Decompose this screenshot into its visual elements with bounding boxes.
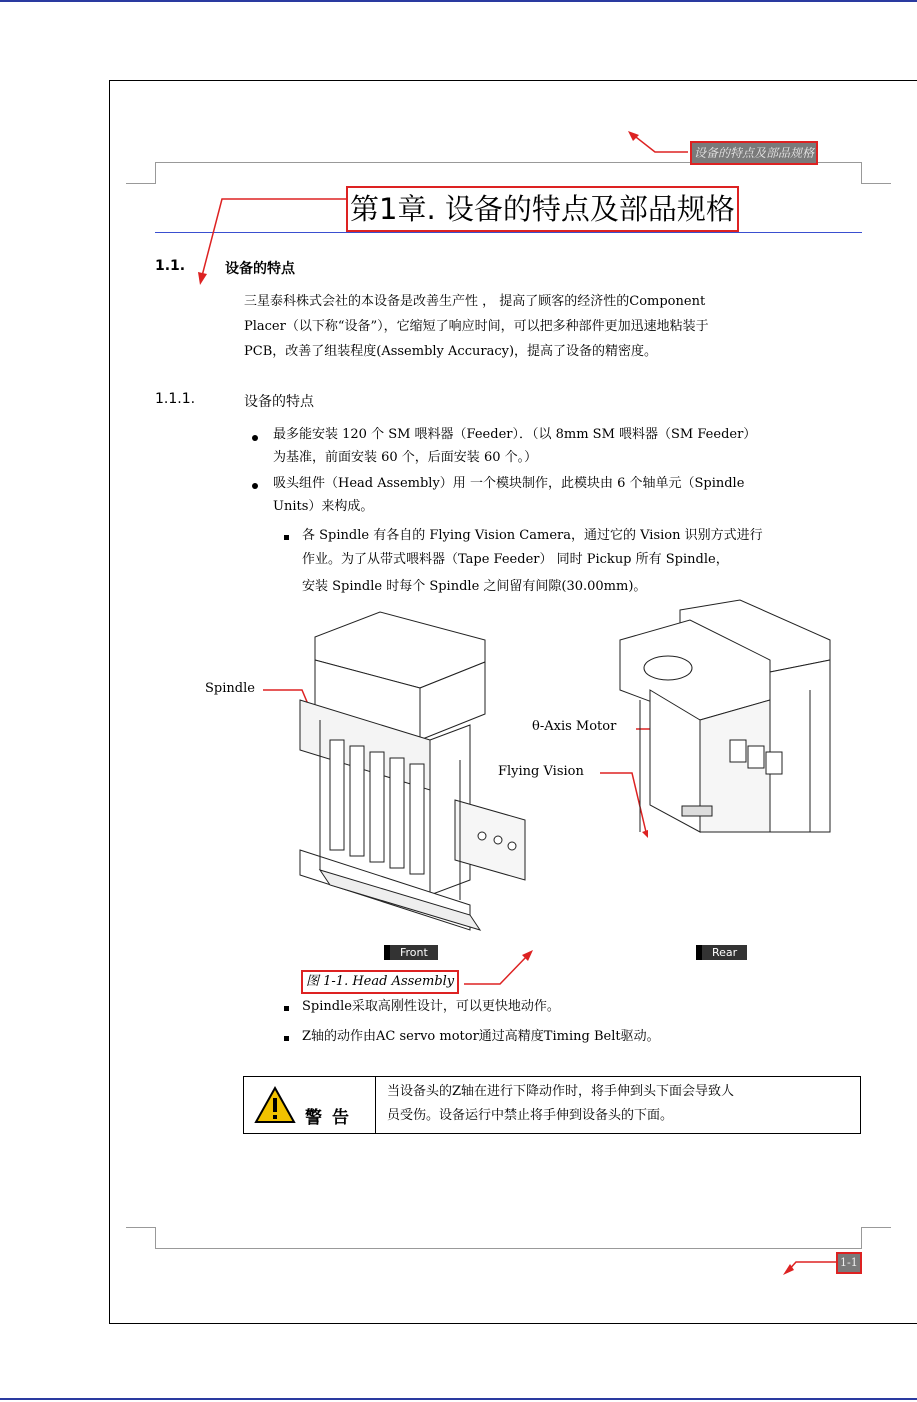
sub-bullet-line-2: 作业。为了从带式喂料器（Tape Feeder） 同时 Pickup 所有 Spindle，: [302, 552, 729, 567]
bullet-2-line-1: 吸头组件（Head Assembly）用 一个模块制作，此模块由 6 个轴单元（Spindle: [273, 476, 745, 491]
z-axis-drive-note: Z轴的动作由AC servo motor通过高精度Timing Belt驱动。: [302, 1029, 660, 1044]
footer-rule-right: [861, 1227, 891, 1228]
footer-rule-right-tick: [861, 1227, 862, 1249]
sub-bullet-line-3: 安装 Spindle 时每个 Spindle 之间留有间隙(30.00mm)。: [302, 579, 647, 594]
flying-vision-callout: Flying Vision: [498, 764, 584, 779]
rear-view-tag: Rear: [696, 945, 747, 960]
page-number: 1-1: [836, 1252, 862, 1274]
warning-text-line-2: 员受伤。设备运行中禁止将手伸到设备头的下面。: [387, 1108, 674, 1123]
theta-axis-motor-callout: θ-Axis Motor: [532, 719, 617, 734]
bullet-2-line-2: Units）来构成。: [273, 499, 374, 514]
bullet-1-line-1: 最多能安装 120 个 SM 喂料器（Feeder）．（以 8mm SM 喂料器（SM Feeder）: [273, 427, 757, 442]
intro-paragraph-line-3: PCB，改善了组装程度(Assembly Accuracy)，提高了设备的精密度。: [244, 344, 658, 359]
intro-paragraph-line-1: 三星泰科株式会社的本设备是改善生产性 ， 提高了顾客的经济性的Component: [244, 294, 706, 309]
footer-rule: [155, 1248, 862, 1249]
warning-label: 警告: [305, 1108, 359, 1128]
subsection-number: 1.1.1.: [155, 391, 196, 407]
intro-paragraph-line-2: Placer（以下称“设备”），它缩短了响应时间，可以把多种部件更加迅速地粘装于: [244, 319, 709, 334]
subsection-title: 设备的特点: [244, 394, 314, 410]
sub-bullet-line-1: 各 Spindle 有各自的 Flying Vision Camera，通过它的 Vision 识别方式进行: [302, 528, 763, 543]
spindle-callout: Spindle: [205, 681, 255, 696]
chapter-title: 第1章. 设备的特点及部品规格: [346, 186, 739, 232]
running-header-title: 设备的特点及部品规格: [690, 141, 818, 165]
bullet-1-line-2: 为基准，前面安装 60 个，后面安装 60 个。）: [273, 450, 538, 465]
bottom-border-line: [0, 1398, 917, 1400]
front-view-tag: Front: [384, 945, 438, 960]
spindle-design-note: Spindle采取高刚性设计，可以更快地动作。: [302, 999, 560, 1014]
footer-rule-left-tick: [155, 1227, 156, 1249]
section-title: 设备的特点: [225, 261, 295, 277]
footer-rule-left: [126, 1227, 156, 1228]
warning-text-line-1: 当设备头的Z轴在进行下降动作时，将手伸到头下面会导致人: [387, 1084, 735, 1099]
section-number: 1.1.: [155, 258, 186, 274]
figure-caption: 图 1-1. Head Assembly: [301, 970, 459, 994]
